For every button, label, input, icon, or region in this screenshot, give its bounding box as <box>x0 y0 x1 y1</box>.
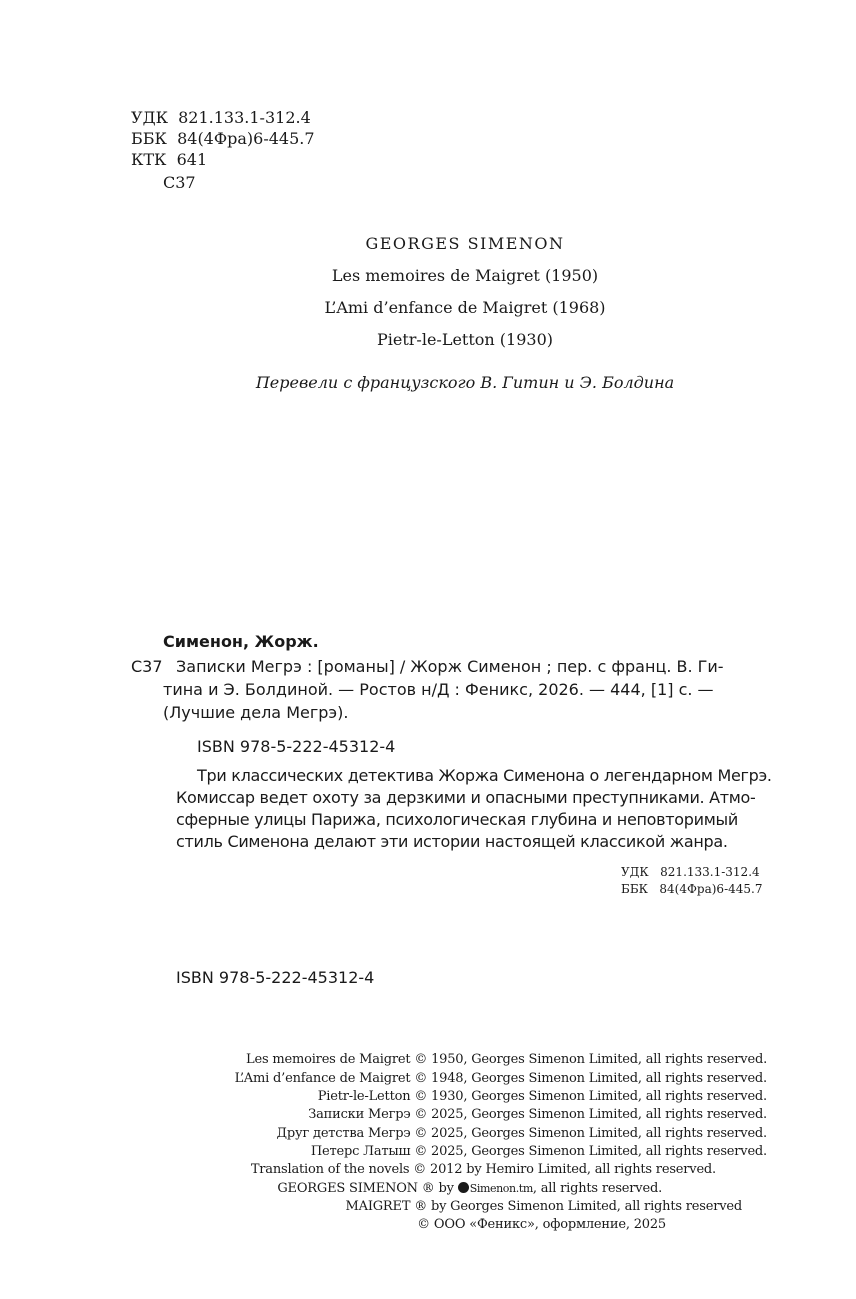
copyright-line-4: Записки Мегрэ © 2025, Georges Simenon Limited, all rights reserved. <box>308 1107 767 1122</box>
copyright-line-7: Translation of the novels © 2012 by Hemiro Limited, all rights reserved. <box>250 1162 716 1177</box>
trademark-line <box>277 1180 662 1198</box>
record-author-heading: Сименон, Жорж. <box>163 632 319 651</box>
translators-credit: Перевели с французского В. Гитин и Э. Болдина <box>255 373 675 392</box>
main-isbn: ISBN 978-5-222-45312-4 <box>176 968 375 987</box>
copyright-line-3: Pietr-le-Letton © 1930, Georges Simenon Limited, all rights reserved. <box>317 1089 767 1104</box>
original-author: GEORGES SIMENON <box>365 234 565 253</box>
author-mark-top: С37 <box>163 173 196 192</box>
bbk-label: ББК <box>131 129 167 148</box>
udk-code-top <box>131 108 311 128</box>
copyright-line-2: L’Ami d’enfance de Maigret © 1948, Georges Simenon Limited, all rights reserved. <box>234 1071 767 1086</box>
copyright-line-5: Друг детства Мегрэ © 2025, Georges Simenon Limited, all rights reserved. <box>276 1126 767 1141</box>
original-title-3: Pietr-le-Letton (1930) <box>376 330 553 349</box>
trademark-prefix: GEORGES SIMENON ® by <box>277 1181 454 1196</box>
original-title-2: L’Ami d’enfance de Maigret (1968) <box>324 298 606 317</box>
simenon-tm-logo <box>458 1180 533 1198</box>
trademark-suffix: , all rights reserved. <box>532 1181 662 1196</box>
annotation-line-2: Комиссар ведет охоту за дерзкими и опасными преступниками. Атмо- <box>176 788 756 807</box>
copyright-line-1: Les memoires de Maigret © 1950, Georges Simenon Limited, all rights reserved. <box>246 1052 767 1067</box>
ktk-value: 641 <box>176 150 208 169</box>
original-title-1: Les memoires de Maigret (1950) <box>331 266 599 285</box>
record-description-line-1: Записки Мегрэ : [романы] / Жорж Сименон ; пер. с франц. В. Ги- <box>176 657 724 676</box>
record-bbk: ББК 84(4Фра)6-445.7 <box>621 882 763 896</box>
annotation-line-1: Три классических детектива Жоржа Сименона о легендарном Мегрэ. <box>197 766 772 785</box>
bbk-code-top <box>131 129 315 149</box>
udk-label: УДК <box>131 108 168 127</box>
record-description-line-3: (Лучшие дела Мегрэ). <box>163 703 349 722</box>
record-author-mark: С37 <box>131 657 163 676</box>
annotation-line-4: стиль Сименона делают эти истории настоящей классикой жанра. <box>176 832 728 851</box>
record-description-line-2: тина и Э. Болдиной. — Ростов н/Д : Феникс, 2026. — 444, [1] с. — <box>163 680 714 699</box>
record-udk: УДК 821.133.1-312.4 <box>621 865 760 879</box>
ktk-label: КТК <box>131 150 167 169</box>
udk-value: 821.133.1-312.4 <box>178 108 311 127</box>
simenon-logo-icon <box>458 1182 469 1193</box>
simenon-logo-text: Simenon.tm <box>469 1182 533 1195</box>
maigret-trademark-line: MAIGRET ® by Georges Simenon Limited, all rights reserved <box>345 1199 742 1214</box>
ktk-code-top <box>131 150 207 170</box>
record-isbn: ISBN 978-5-222-45312-4 <box>197 737 396 756</box>
copyright-line-6: Петерс Латыш © 2025, Georges Simenon Limited, all rights reserved. <box>310 1144 767 1159</box>
annotation-line-3: сферные улицы Парижа, психологическая глубина и неповторимый <box>176 810 738 829</box>
bbk-value: 84(4Фра)6-445.7 <box>177 129 315 148</box>
design-copyright-line: © ООО «Феникс», оформление, 2025 <box>417 1217 666 1232</box>
